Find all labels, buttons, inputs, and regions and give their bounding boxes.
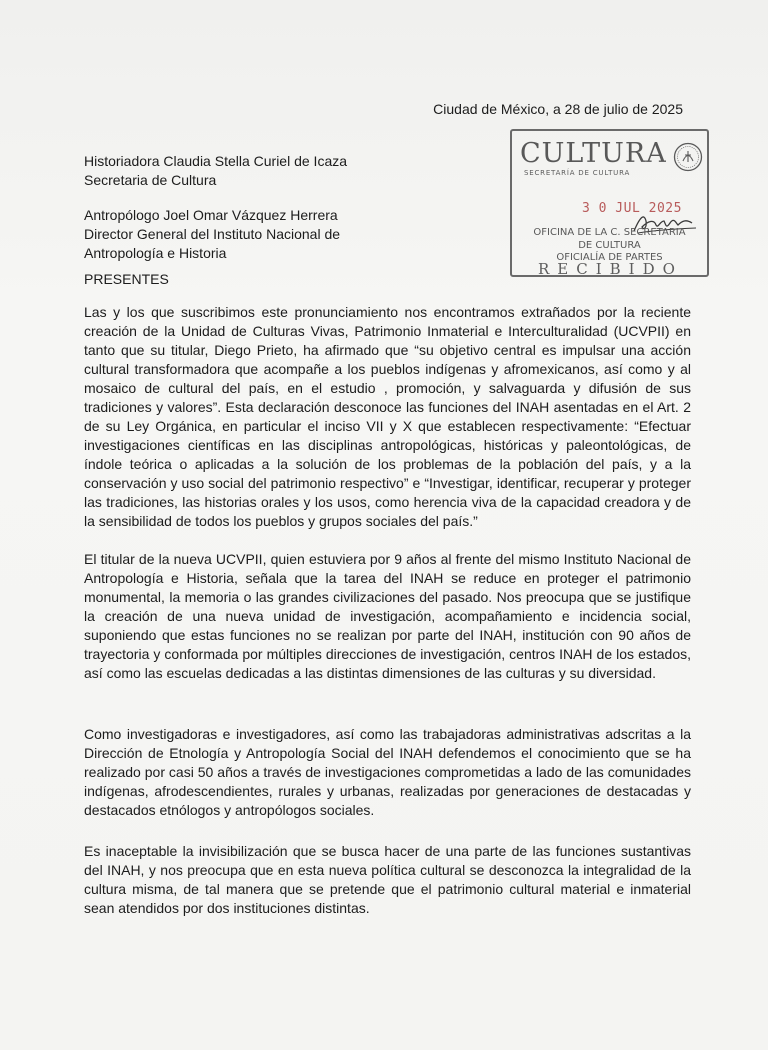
body-paragraph-3: Como investigadoras e investigadores, así como las trabajadoras administrativas adscritas a la Dirección de Etnología y Antropología Social del INAH defendemos el conocimiento que se ha realizado por casi 50 años a través de investigaciones comprometidas a lado de las comunidades indígenas, afrodescendientes, rurales y urbanas, realizadas por generaciones de destacadas y destacados etnólogos y antropólogos sociales. — [84, 726, 691, 818]
stamp-title: CULTURA — [520, 138, 667, 169]
reception-stamp — [510, 129, 709, 277]
date-line: Ciudad de México, a 28 de julio de 2025 — [433, 101, 683, 117]
greeting: PRESENTES — [84, 271, 169, 287]
body-paragraph-4: Es inaceptable la invisibilización que se busca hacer de una parte de las funciones sustantivas del INAH, y nos preocupa que en esta nueva política cultural se desconozca la integralidad de la cultura misma, de tal manera que se pretende que el patrimonio cultural material e inmaterial sean atendidos por dos instituciones distintas. — [84, 843, 691, 916]
addressee-secretary — [84, 152, 414, 190]
addressee-title: Director General del Instituto Nacional de — [84, 226, 341, 242]
addressee-name: Historiadora Claudia Stella Curiel de Icaza — [84, 153, 348, 169]
addressee-title: Secretaria de Cultura — [84, 172, 217, 188]
body-paragraph-2: El titular de la nueva UCVPII, quien estuviera por 9 años al frente del mismo Instituto Nacional de Antropología e Historia, señala que la tarea del INAH se reduce en proteger el patrimonio monumental, la memoria o las grandes civilizaciones del pasado. Nos preocupa que se justifique la creación de una nueva unidad de investigación, acompañamiento e incidencia social, suponiendo que estas funciones no se realizan por parte del INAH, institución con 90 años de trayectoria y conformada por múltiples direcciones de investigación, centros INAH de los estados, así como las escuelas dedicadas a las distintas dimensiones de las culturas y su diversidad. — [84, 551, 691, 681]
addressee-director — [84, 206, 414, 263]
addressee-title-cont: Antropología e Historia — [84, 245, 227, 261]
stamp-subtitle: SECRETARÍA DE CULTURA — [524, 169, 631, 177]
addressee-name: Antropólogo Joel Omar Vázquez Herrera — [84, 207, 338, 223]
body-paragraph-1: Las y los que suscribimos este pronunciamiento nos encontramos extrañados por la reciente creación de la Unidad de Culturas Vivas, Patrimonio Inmaterial e Interculturalidad (UCVPII) en tanto que su titular, Diego Prieto, ha afirmado que “su objetivo central es impulsar una acción cultural transformadora que acompañe a los pueblos indígenas y afromexicanos, así como y al mosaico de cultural del país, en el estudio , promoción, y salvaguarda y difusión de sus tradiciones y valores”. Esta declaración desconoce las funciones del INAH asentadas en el Art. 2 de su Ley Orgánica, en particular el inciso VII y X que establecen respectivamente: “Efectuar investigaciones científicas en las disciplinas antropológicas, históricas y paleontológicas, de índole teórica o aplicadas a la solución de los problemas de la población del país, y a la conservación y uso social del patrimonio respectivo” e “Investigar, identificar, recuperar y proteger las tradiciones, las historias orales y los usos, como herencia viva de la capacidad creadora y de la sensibilidad de todos los pueblos y grupos sociales del país.” — [84, 304, 691, 529]
stamp-office-line: OFICINA DE LA C. SECRETARIA — [533, 227, 686, 238]
stamp-office-line: OFICIALÍA DE PARTES — [556, 252, 663, 263]
mexican-coat-of-arms-seal-icon — [673, 142, 703, 172]
stamp-received-date: 3 0 JUL 2025 — [582, 201, 682, 216]
stamp-received-label: RECIBIDO — [538, 260, 683, 278]
stamp-office-line: DE CULTURA — [578, 240, 641, 251]
